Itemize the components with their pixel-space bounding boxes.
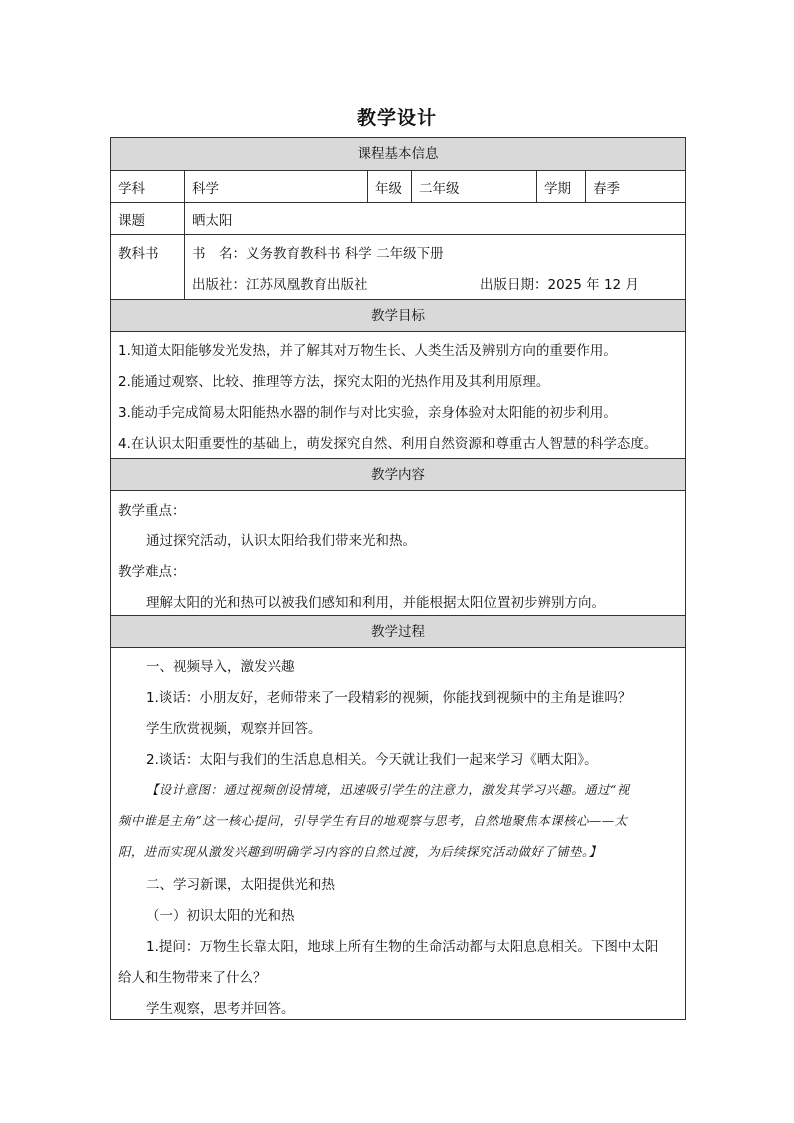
- design-intent-line: 【设计意图：通过视频创设情境，迅速吸引学生的注意力，激发其学习兴趣。通过“视: [146, 782, 630, 797]
- grade-value: 二年级: [411, 171, 536, 202]
- content-body: [111, 490, 685, 615]
- step2-question-line: 1.提问：万物生长靠太阳，地球上所有生物的生命活动都与太阳息息相关。下图中太阳: [146, 939, 659, 955]
- term-label: 学期: [536, 171, 585, 202]
- lesson-plan-table: [110, 137, 686, 1020]
- publisher: 出版社：江苏凤凰教育出版社: [192, 277, 368, 293]
- page-title: 教学设计: [356, 107, 437, 129]
- step1-title: 一、视频导入，激发兴趣: [146, 659, 295, 675]
- process-body: [111, 647, 685, 1021]
- difficult-point-text: 理解太阳的光和热可以被我们感知和利用，并能根据太阳位置初步辨别方向。: [146, 595, 605, 611]
- goals-body: [111, 331, 685, 458]
- basic-info-header: 课程基本信息: [111, 138, 685, 170]
- goal-item: 3.能动手完成简易太阳能热水器的制作与对比实验，亲身体验对太阳能的初步利用。: [118, 405, 617, 421]
- subject-row: [111, 170, 685, 202]
- goals-header: 教学目标: [111, 299, 685, 331]
- goal-item: 2.能通过观察、比较、推理等方法，探究太阳的光热作用及其利用原理。: [118, 374, 550, 390]
- step2-subtitle: （一）初识太阳的光和热: [146, 908, 295, 924]
- process-header: 教学过程: [111, 615, 685, 647]
- difficult-point-label: 教学难点：: [118, 564, 186, 580]
- design-intent-line: 频中谁是主角”这一核心提问，引导学生有目的地观察与思考，自然地聚焦本课核心——太: [118, 813, 628, 828]
- content-header: 教学内容: [111, 458, 685, 490]
- goal-item: 4.在认识太阳重要性的基础上，萌发探究自然、利用自然资源和尊重古人智慧的科学态度。: [118, 436, 658, 452]
- subject-value: 科学: [184, 171, 367, 202]
- textbook-row: [111, 234, 685, 299]
- design-intent-line: 阳，进而实现从激发兴趣到明确学习内容的自然过渡，为后续探究活动做好了铺垫。】: [118, 844, 602, 859]
- grade-label: 年级: [367, 171, 411, 202]
- step1-talk2: 2.谈话：太阳与我们的生活息息相关。今天就让我们一起来学习《晒太阳》。: [146, 752, 598, 768]
- lesson-row: [111, 202, 685, 234]
- book-name: 书 名：义务教育教科书 科学 二年级下册: [192, 246, 444, 262]
- lesson-value: 晒太阳: [184, 203, 685, 234]
- key-point-label: 教学重点：: [118, 503, 186, 519]
- step1-talk1: 1.谈话：小朋友好，老师带来了一段精彩的视频，你能找到视频中的主角是谁吗？: [146, 690, 632, 706]
- goal-item: 1.知道太阳能够发光发热，并了解其对万物生长、人类生活及辨别方向的重要作用。: [118, 343, 617, 359]
- subject-label: 学科: [118, 180, 145, 197]
- step2-title: 二、学习新课，太阳提供光和热: [146, 877, 335, 893]
- step2-student: 学生观察，思考并回答。: [146, 1001, 295, 1017]
- step1-student: 学生欣赏视频，观察并回答。: [146, 721, 322, 737]
- publish-date: 出版日期：2025 年 12 月: [480, 277, 639, 293]
- lesson-label: 课题: [118, 212, 145, 229]
- term-value: 春季: [585, 171, 685, 202]
- textbook-label: 教科书: [118, 246, 159, 262]
- step2-question-line: 给人和生物带来了什么？: [118, 970, 267, 986]
- key-point-text: 通过探究活动，认识太阳给我们带来光和热。: [146, 533, 416, 549]
- textbook-divider: [184, 235, 185, 299]
